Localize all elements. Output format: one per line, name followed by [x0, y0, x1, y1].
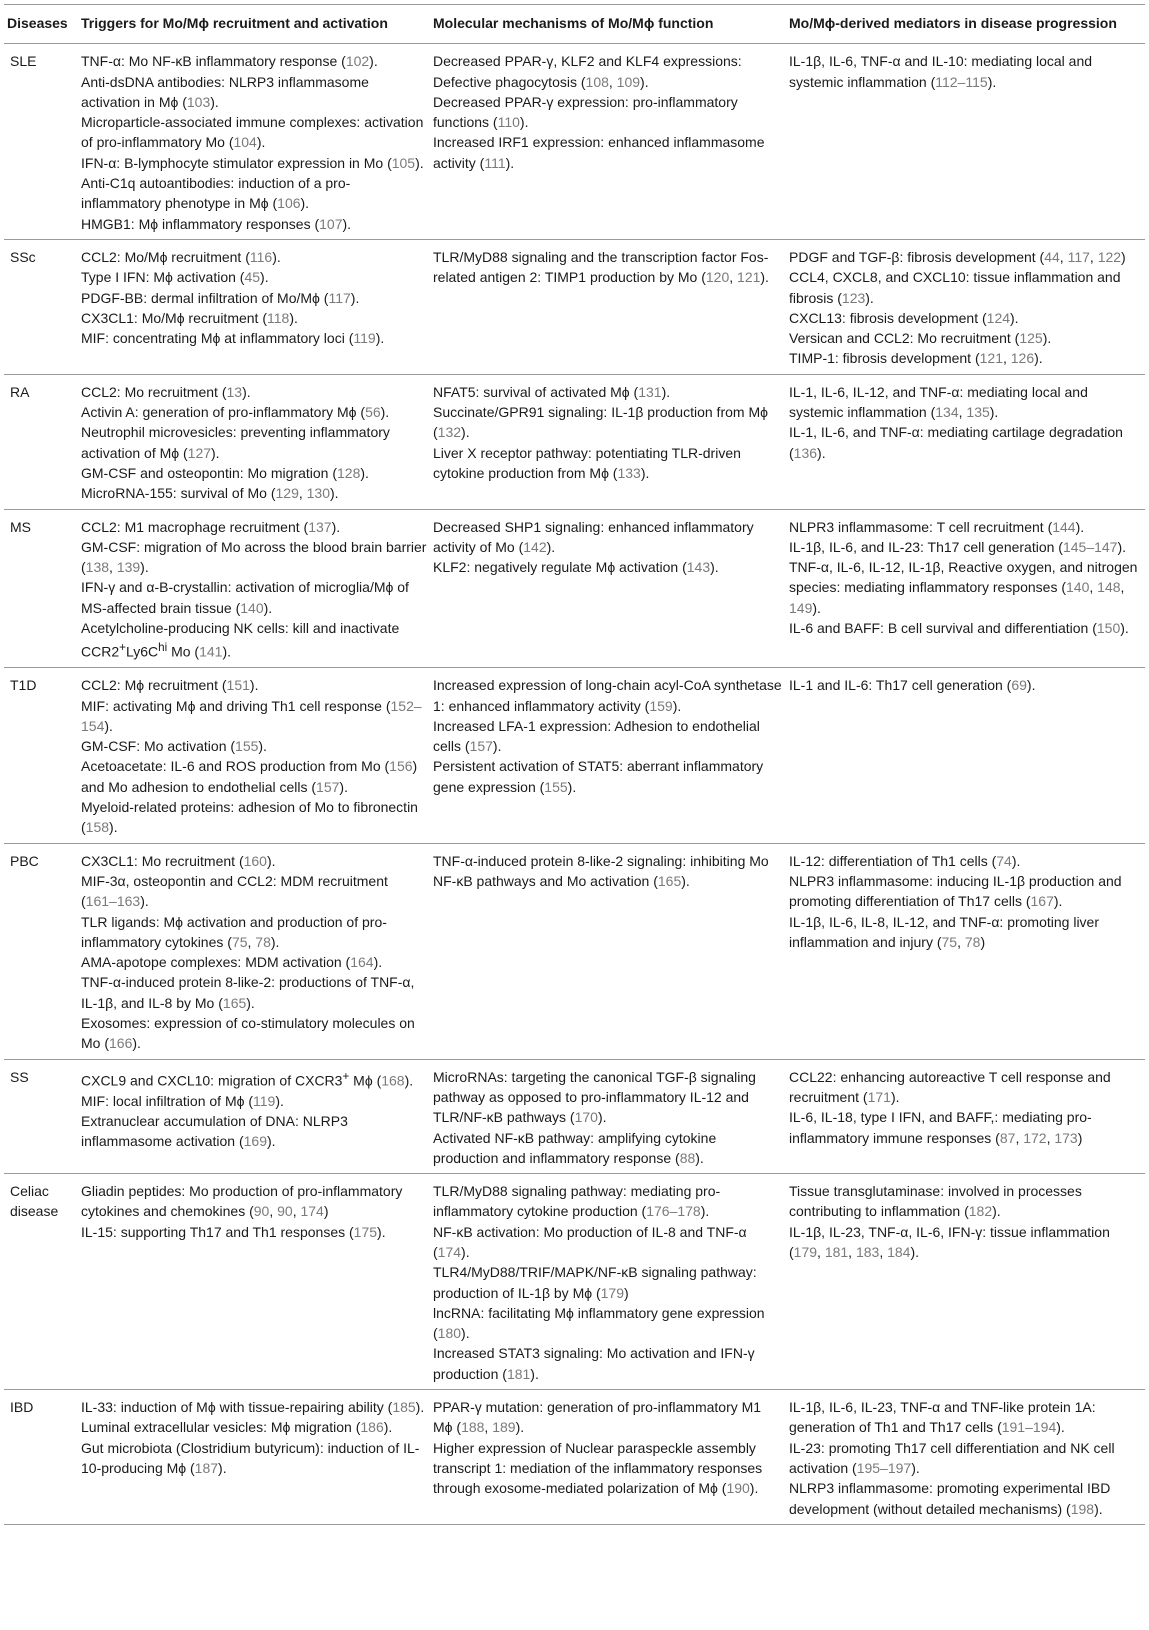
triggers-cell — [78, 44, 430, 240]
mechanisms-entry: Liver X receptor pathway: potentiating TLR-driven cytokine production from Mϕ (133). — [433, 444, 741, 481]
table-body — [4, 44, 1145, 1525]
reference-link[interactable]: 174 — [437, 1243, 462, 1260]
mechanisms-entry: TLR4/MyD88/TRIF/MAPK/NF-κB signaling pathway: production of IL-1β by Mϕ (179) — [433, 1264, 757, 1301]
mechanisms-cell — [430, 1059, 786, 1173]
mediators-cell — [786, 843, 1145, 1059]
reference-link[interactable]: 88 — [679, 1149, 696, 1166]
mediators-entry: IL-1β, IL-6, TNF-α and IL-10: mediating local and systemic inflammation (112–115). — [789, 53, 1093, 90]
reference-link[interactable]: 108 — [585, 73, 609, 90]
triggers-entry: Activin A: generation of pro-inflammatory Mϕ (56). — [81, 404, 390, 421]
mediators-cell — [786, 374, 1145, 509]
reference-link[interactable]: 170 — [574, 1109, 598, 1126]
reference-link[interactable]: 45 — [244, 269, 261, 286]
mediators-cell — [786, 509, 1145, 668]
disease-mechanism-table — [4, 4, 1145, 1525]
reference-link[interactable]: 157 — [469, 738, 493, 755]
mediators-entry: IL-1β, IL-6, and IL-23: Th17 cell generation (145–147). — [789, 538, 1127, 555]
triggers-entry: CXCL9 and CXCL10: migration of CXCR3+ Mϕ (168). — [81, 1069, 414, 1089]
triggers-entry: Gut microbiota (Clostridium butyricum): induction of IL-10-producing Mϕ (187). — [81, 1439, 420, 1476]
reference-link[interactable]: 140 — [240, 599, 264, 616]
reference-link[interactable]: 112–115 — [935, 73, 988, 90]
mechanisms-entry: Activated NF-κB pathway: amplifying cytokine production and inflammatory response (88). — [433, 1129, 717, 1166]
disease-cell: PBC — [4, 843, 78, 1059]
reference-link[interactable]: 169 — [243, 1133, 267, 1150]
triggers-entry: CCL2: M1 macrophage recruitment (137). — [81, 518, 341, 535]
reference-link[interactable]: 143 — [686, 559, 711, 576]
reference-link[interactable]: 106 — [277, 195, 301, 212]
mechanisms-entry: TLR/MyD88 signaling pathway: mediating pro-inflammatory cytokine production (176–178). — [433, 1183, 721, 1220]
reference-link[interactable]: 175 — [353, 1223, 378, 1240]
reference-link[interactable]: 75 — [941, 933, 958, 950]
triggers-entry: Type I IFN: Mϕ activation (45). — [81, 269, 269, 286]
triggers-entry: Exosomes: expression of co-stimulatory molecules on Mo (166). — [81, 1015, 415, 1052]
reference-link[interactable]: 187 — [194, 1459, 219, 1476]
triggers-entry: MIF: local infiltration of Mϕ (119). — [81, 1092, 284, 1109]
reference-link[interactable]: 167 — [1030, 893, 1054, 910]
reference-link[interactable]: 116 — [249, 248, 273, 265]
reference-link[interactable]: 172 — [1023, 1129, 1047, 1146]
triggers-entry: GM-CSF: Mo activation (155). — [81, 738, 267, 755]
reference-link[interactable]: 103 — [186, 93, 211, 110]
triggers-entry: MIF-3α, osteopontin and CCL2: MDM recruitment (161–163). — [81, 872, 388, 910]
triggers-entry: HMGB1: Mϕ inflammatory responses (107). — [81, 215, 352, 232]
triggers-entry: IFN-α: B-lymphocyte stimulator expression in Mo (105). — [81, 154, 424, 171]
reference-link[interactable]: 140 — [1066, 579, 1090, 596]
mediators-entry: Versican and CCL2: Mo recruitment (125). — [789, 330, 1052, 347]
mechanisms-entry: Decreased SHP1 signaling: enhanced inflammatory activity of Mo (142). — [433, 518, 754, 555]
reference-link[interactable]: 125 — [1019, 330, 1043, 347]
triggers-entry: Microparticle-associated immune complexes: activation of pro-inflammatory Mo (104). — [81, 114, 424, 151]
header-mechanisms: Molecular mechanisms of Mo/Mϕ function — [430, 5, 786, 44]
triggers-cell — [78, 1390, 430, 1525]
reference-link[interactable]: 165 — [657, 872, 682, 889]
mediators-entry: CCL4, CXCL8, and CXCL10: tissue inflammation and fibrosis (123). — [789, 269, 1121, 306]
reference-link[interactable]: 104 — [233, 134, 257, 151]
reference-link[interactable]: 186 — [360, 1419, 384, 1436]
reference-link[interactable]: 155 — [235, 738, 259, 755]
triggers-cell — [78, 1059, 430, 1173]
mediators-cell — [786, 1174, 1145, 1390]
triggers-entry: Extranuclear accumulation of DNA: NLRP3 inflammasome activation (169). — [81, 1112, 348, 1150]
table-row — [4, 1390, 1145, 1525]
reference-link[interactable]: 44 — [1044, 248, 1060, 265]
reference-link[interactable]: 165 — [222, 994, 247, 1011]
table-row — [4, 843, 1145, 1059]
mechanisms-cell — [430, 1390, 786, 1525]
mediators-entry: IL-12: differentiation of Th1 cells (74). — [789, 852, 1021, 869]
triggers-entry: Neutrophil microvesicles: preventing inflammatory activation of Mϕ (127). — [81, 424, 390, 461]
reference-link[interactable]: 136 — [793, 444, 818, 461]
reference-link[interactable]: 171 — [867, 1088, 891, 1105]
reference-link[interactable]: 189 — [492, 1419, 516, 1436]
reference-link[interactable]: 135 — [966, 404, 990, 421]
reference-link[interactable]: 128 — [337, 464, 361, 481]
triggers-cell — [78, 843, 430, 1059]
reference-link[interactable]: 102 — [345, 53, 370, 70]
reference-link[interactable]: 161–163 — [85, 893, 141, 910]
reference-link[interactable]: 123 — [841, 289, 866, 306]
reference-link[interactable]: 142 — [523, 538, 547, 555]
reference-link[interactable]: 120 — [705, 269, 730, 286]
reference-link[interactable]: 180 — [437, 1325, 462, 1342]
triggers-entry: CX3CL1: Mo/Mϕ recruitment (118). — [81, 309, 298, 326]
reference-link[interactable]: 133 — [617, 464, 641, 481]
header-mediators: Mo/Mϕ-derived mediators in disease progression — [786, 5, 1145, 44]
triggers-entry: TNF-α: Mo NF-κB inflammatory response (102). — [81, 53, 378, 70]
reference-link[interactable]: 158 — [85, 819, 110, 836]
reference-link[interactable]: 145–147 — [1062, 538, 1118, 555]
mechanisms-cell — [430, 44, 786, 240]
reference-link[interactable]: 119 — [353, 330, 376, 347]
reference-link[interactable]: 160 — [243, 852, 267, 869]
reference-link[interactable]: 182 — [968, 1203, 993, 1220]
mediators-entry: NLPR3 inflammasome: inducing IL-1β production and promoting differentiation of Th17 cells (167). — [789, 872, 1122, 910]
table-row — [4, 668, 1145, 843]
reference-link[interactable]: 181 — [824, 1243, 849, 1260]
reference-link[interactable]: 110 — [497, 114, 520, 131]
reference-link[interactable]: 129 — [275, 485, 299, 502]
triggers-entry: Gliadin peptides: Mo production of pro-inflammatory cytokines and chemokines (90, 90, 174) — [81, 1183, 403, 1220]
triggers-entry: GM-CSF: migration of Mo across the blood brain barrier (138, 139). — [81, 538, 427, 576]
mediators-cell — [786, 1059, 1145, 1173]
triggers-entry: MIF: activating Mϕ and driving Th1 cell response (152–154). — [81, 697, 422, 734]
disease-cell: T1D — [4, 668, 78, 843]
triggers-entry: IL-15: supporting Th17 and Th1 responses (175). — [81, 1223, 386, 1240]
mechanisms-cell — [430, 509, 786, 668]
mediators-entry: IL-23: promoting Th17 cell differentiation and NK cell activation (195–197). — [789, 1439, 1115, 1476]
triggers-entry: AMA-apotope complexes: MDM activation (164). — [81, 954, 383, 971]
mechanisms-cell — [430, 239, 786, 374]
mediators-entry: TIMP-1: fibrosis development (121, 126). — [789, 350, 1043, 367]
triggers-entry: MicroRNA-155: survival of Mo (129, 130). — [81, 485, 339, 502]
mediators-entry: IL-1β, IL-6, IL-23, TNF-α and TNF-like protein 1A: generation of Th1 and Th17 cells (191–194). — [789, 1399, 1096, 1436]
mechanisms-entry: Increased IRF1 expression: enhanced inflammasome activity (111). — [433, 134, 765, 171]
reference-link[interactable]: 117 — [1067, 248, 1090, 265]
reference-link[interactable]: 121 — [979, 350, 1003, 367]
reference-link[interactable]: 176–178 — [646, 1203, 701, 1220]
mediators-cell — [786, 239, 1145, 374]
mechanisms-entry: Increased expression of long-chain acyl-CoA synthetase 1: enhanced inflammatory activity (159). — [433, 677, 782, 714]
disease-cell: Celiac disease — [4, 1174, 78, 1390]
triggers-entry: MIF: concentrating Mϕ at inflammatory loci (119). — [81, 330, 385, 347]
mechanisms-cell — [430, 668, 786, 843]
disease-cell: IBD — [4, 1390, 78, 1525]
triggers-entry: TLR ligands: Mϕ activation and production of pro-inflammatory cytokines (75, 78). — [81, 913, 387, 950]
reference-link[interactable]: 168 — [381, 1072, 405, 1089]
reference-link[interactable]: 124 — [986, 309, 1011, 326]
mechanisms-entry: lncRNA: facilitating Mϕ inflammatory gene expression (180). — [433, 1304, 765, 1342]
table-row — [4, 509, 1145, 668]
reference-link[interactable]: 191–194 — [1001, 1419, 1057, 1436]
mediators-entry: PDGF and TGF-β: fibrosis development (44, 117, 122) — [789, 248, 1126, 265]
reference-link[interactable]: 151 — [226, 677, 250, 694]
disease-cell: SS — [4, 1059, 78, 1173]
mediators-entry: TNF-α, IL-6, IL-12, IL-1β, Reactive oxygen, and nitrogen species: mediating inflammatory responses (140, 148, 149). — [789, 559, 1138, 616]
reference-link[interactable]: 111 — [484, 154, 506, 171]
reference-link[interactable]: 149 — [789, 599, 813, 616]
disease-cell: SSc — [4, 239, 78, 374]
reference-link[interactable]: 130 — [306, 485, 330, 502]
mechanisms-cell — [430, 843, 786, 1059]
table-header — [4, 5, 1145, 44]
reference-link[interactable]: 174 — [300, 1203, 324, 1220]
mechanisms-entry: NF-κB activation: Mo production of IL-8 and TNF-α (174). — [433, 1223, 747, 1260]
reference-link[interactable]: 105 — [391, 154, 416, 171]
mechanisms-cell — [430, 374, 786, 509]
reference-link[interactable]: 157 — [316, 778, 340, 795]
reference-link[interactable]: 150 — [1096, 620, 1121, 637]
table-row — [4, 239, 1145, 374]
reference-link[interactable]: 152–154 — [81, 697, 422, 734]
mechanisms-entry: MicroRNAs: targeting the canonical TGF-β signaling pathway as opposed to pro-inflammatory IL-12 and TLR/NF-κB pathways (170). — [433, 1068, 756, 1126]
mediators-entry: CCL22: enhancing autoreactive T cell response and recruitment (171). — [789, 1068, 1111, 1105]
reference-link[interactable]: 121 — [737, 269, 761, 286]
reference-link[interactable]: 90 — [277, 1203, 293, 1220]
reference-link[interactable]: 185 — [392, 1399, 416, 1416]
mechanisms-entry: TLR/MyD88 signaling and the transcription factor Fos-related antigen 2: TIMP1 production by Mo (120, 121). — [433, 248, 769, 286]
triggers-entry: Acetylcholine-producing NK cells: kill and inactivate $CCR2^+Ly6C^{hi}$ Mo (141). — [81, 620, 400, 660]
mechanisms-entry: PPAR-γ mutation: generation of pro-inflammatory M1 Mϕ (188, 189). — [433, 1399, 762, 1436]
reference-link[interactable]: 141 — [199, 643, 223, 660]
reference-link[interactable]: 78 — [964, 933, 981, 950]
triggers-entry: CCL2: Mo recruitment (13). — [81, 383, 251, 400]
reference-link[interactable]: 127 — [187, 444, 212, 461]
table-row — [4, 44, 1145, 240]
triggers-entry: Luminal extracellular vesicles: Mϕ migration (186). — [81, 1419, 393, 1436]
mediators-entry: IL-1β, IL-23, TNF-α, IL-6, IFN-γ: tissue inflammation (179, 181, 183, 184). — [789, 1223, 1110, 1260]
reference-link[interactable]: 126 — [1010, 350, 1035, 367]
mediators-entry: IL-1, IL-6, IL-12, and TNF-α: mediating local and systemic inflammation (134, 135). — [789, 383, 1088, 421]
triggers-entry: IFN-γ and α-B-crystallin: activation of microglia/Mϕ of MS-affected brain tissue (140). — [81, 579, 409, 616]
reference-link[interactable]: 119 — [253, 1092, 276, 1109]
mechanisms-entry: TNF-α-induced protein 8-like-2 signaling: inhibiting Mo NF-κB pathways and Mo activation (165). — [433, 852, 769, 889]
header-row — [4, 5, 1145, 44]
triggers-cell — [78, 668, 430, 843]
mediators-entry: CXCL13: fibrosis development (124). — [789, 309, 1019, 326]
triggers-entry: PDGF-BB: dermal infiltration of Mo/Mϕ (117). — [81, 289, 360, 306]
mechanisms-entry: Decreased PPAR-γ expression: pro-inflammatory functions (110). — [433, 93, 738, 131]
table-row — [4, 374, 1145, 509]
reference-link[interactable]: 69 — [1011, 677, 1027, 694]
reference-link[interactable]: 164 — [350, 954, 374, 971]
reference-link[interactable]: 13 — [226, 383, 243, 400]
reference-link[interactable]: 87 — [999, 1129, 1016, 1146]
reference-link[interactable]: 107 — [319, 215, 343, 232]
mechanisms-cell — [430, 1174, 786, 1390]
reference-link[interactable]: 148 — [1097, 579, 1121, 596]
triggers-entry: Anti-C1q autoantibodies: induction of a pro-inflammatory phenotype in Mϕ (106). — [81, 175, 351, 212]
superscript: hi — [158, 641, 168, 655]
reference-link[interactable]: 74 — [996, 852, 1012, 869]
mediators-entry: IL-6, IL-18, type I IFN, and BAFF,: mediating pro-inflammatory immune responses (87, 172, 173) — [789, 1109, 1092, 1146]
superscript: + — [119, 641, 126, 655]
mediators-entry: IL-1, IL-6, and TNF-α: mediating cartilage degradation (136). — [789, 424, 1123, 461]
mechanisms-entry: Increased LFA-1 expression: Adhesion to endothelial cells (157). — [433, 717, 760, 755]
reference-link[interactable]: 166 — [109, 1035, 133, 1052]
reference-link[interactable]: 156 — [389, 758, 413, 775]
reference-link[interactable]: 90 — [253, 1203, 270, 1220]
superscript: + — [342, 1069, 350, 1083]
mediators-cell — [786, 44, 1145, 240]
reference-link[interactable]: 188 — [461, 1419, 485, 1436]
mediators-entry: IL-1β, IL-6, IL-8, IL-12, and TNF-α: promoting liver inflammation and injury (75, 78) — [789, 913, 1100, 950]
reference-link[interactable]: 118 — [267, 309, 290, 326]
reference-link[interactable]: 117 — [328, 289, 351, 306]
mediators-entry: NLPR3 inflammasome: T cell recruitment (144). — [789, 518, 1085, 535]
triggers-cell — [78, 509, 430, 668]
mechanisms-entry: Decreased PPAR-γ, KLF2 and KLF4 expressions: Defective phagocytosis (108, 109). — [433, 53, 742, 90]
triggers-entry: Anti-dsDNA antibodies: NLRP3 inflammasome activation in Mϕ (103). — [81, 73, 369, 110]
mediators-entry: NLRP3 inflammasome: promoting experimental IBD development (without detailed mechanisms) (198). — [789, 1480, 1111, 1517]
mechanisms-entry: Increased STAT3 signaling: Mo activation and IFN-γ production (181). — [433, 1345, 755, 1382]
reference-link[interactable]: 155 — [544, 778, 568, 795]
mediators-entry: IL-1 and IL-6: Th17 cell generation (69). — [789, 677, 1036, 694]
triggers-cell — [78, 239, 430, 374]
triggers-entry: Myeloid-related proteins: adhesion of Mo to fibronectin (158). — [81, 799, 418, 836]
reference-link[interactable]: 144 — [1052, 518, 1076, 535]
reference-link[interactable]: 131 — [638, 383, 662, 400]
triggers-entry: CCL2: Mo/Mϕ recruitment (116). — [81, 248, 281, 265]
table-row — [4, 1059, 1145, 1173]
reference-link[interactable]: 75 — [231, 933, 248, 950]
reference-link[interactable]: 190 — [726, 1480, 750, 1497]
reference-link[interactable]: 122 — [1097, 248, 1122, 265]
table-row — [4, 1174, 1145, 1390]
reference-link[interactable]: 56 — [365, 404, 381, 421]
triggers-cell — [78, 374, 430, 509]
reference-link[interactable]: 179 — [793, 1243, 818, 1260]
triggers-entry: TNF-α-induced protein 8-like-2: productions of TNF-α, IL-1β, and IL-8 by Mo (165). — [81, 974, 415, 1011]
mediators-cell — [786, 1390, 1145, 1525]
reference-link[interactable]: 198 — [1070, 1500, 1095, 1517]
reference-link[interactable]: 183 — [855, 1243, 880, 1260]
triggers-cell — [78, 1174, 430, 1390]
mediators-entry: IL-6 and BAFF: B cell survival and differentiation (150). — [789, 620, 1129, 637]
reference-link[interactable]: 159 — [649, 697, 673, 714]
triggers-entry: IL-33: induction of Mϕ with tissue-repairing ability (185). — [81, 1399, 425, 1416]
reference-link[interactable]: 184 — [887, 1243, 911, 1260]
header-triggers: Triggers for Mo/Mϕ recruitment and activation — [78, 5, 430, 44]
reference-link[interactable]: 134 — [935, 404, 959, 421]
reference-link[interactable]: 173 — [1054, 1129, 1078, 1146]
disease-cell: SLE — [4, 44, 78, 240]
triggers-entry: CX3CL1: Mo recruitment (160). — [81, 852, 276, 869]
reference-link[interactable]: 195–197 — [856, 1459, 912, 1476]
disease-cell: RA — [4, 374, 78, 509]
triggers-entry: GM-CSF and osteopontin: Mo migration (128). — [81, 464, 369, 481]
mediators-entry: Tissue transglutaminase: involved in processes contributing to inflammation (182). — [789, 1183, 1082, 1220]
mechanisms-entry: Persistent activation of STAT5: aberrant inflammatory gene expression (155). — [433, 758, 764, 795]
reference-link[interactable]: 132 — [437, 424, 462, 441]
mechanisms-entry: KLF2: negatively regulate Mϕ activation (143). — [433, 559, 719, 576]
reference-link[interactable]: 137 — [308, 518, 332, 535]
mechanisms-entry: NFAT5: survival of activated Mϕ (131). — [433, 383, 671, 400]
reference-link[interactable]: 181 — [506, 1365, 531, 1382]
mechanisms-entry: Succinate/GPR91 signaling: IL-1β production from Mϕ (132). — [433, 404, 768, 441]
mediators-cell — [786, 668, 1145, 843]
triggers-entry: Acetoacetate: IL-6 and ROS production from Mo (156) and Mo adhesion to endothelial cells (157). — [81, 758, 418, 795]
triggers-entry: CCL2: Mϕ recruitment (151). — [81, 677, 259, 694]
reference-link[interactable]: 139 — [116, 559, 141, 576]
disease-cell: MS — [4, 509, 78, 668]
mechanisms-entry: Higher expression of Nuclear paraspeckle assembly transcript 1: mediation of the inflammatory responses through exosome-mediated polarization of Mϕ (190). — [433, 1439, 763, 1497]
header-diseases: Diseases — [4, 5, 78, 44]
reference-link[interactable]: 138 — [85, 559, 110, 576]
reference-link[interactable]: 78 — [255, 933, 271, 950]
reference-link[interactable]: 179 — [600, 1284, 624, 1301]
reference-link[interactable]: 109 — [616, 73, 641, 90]
